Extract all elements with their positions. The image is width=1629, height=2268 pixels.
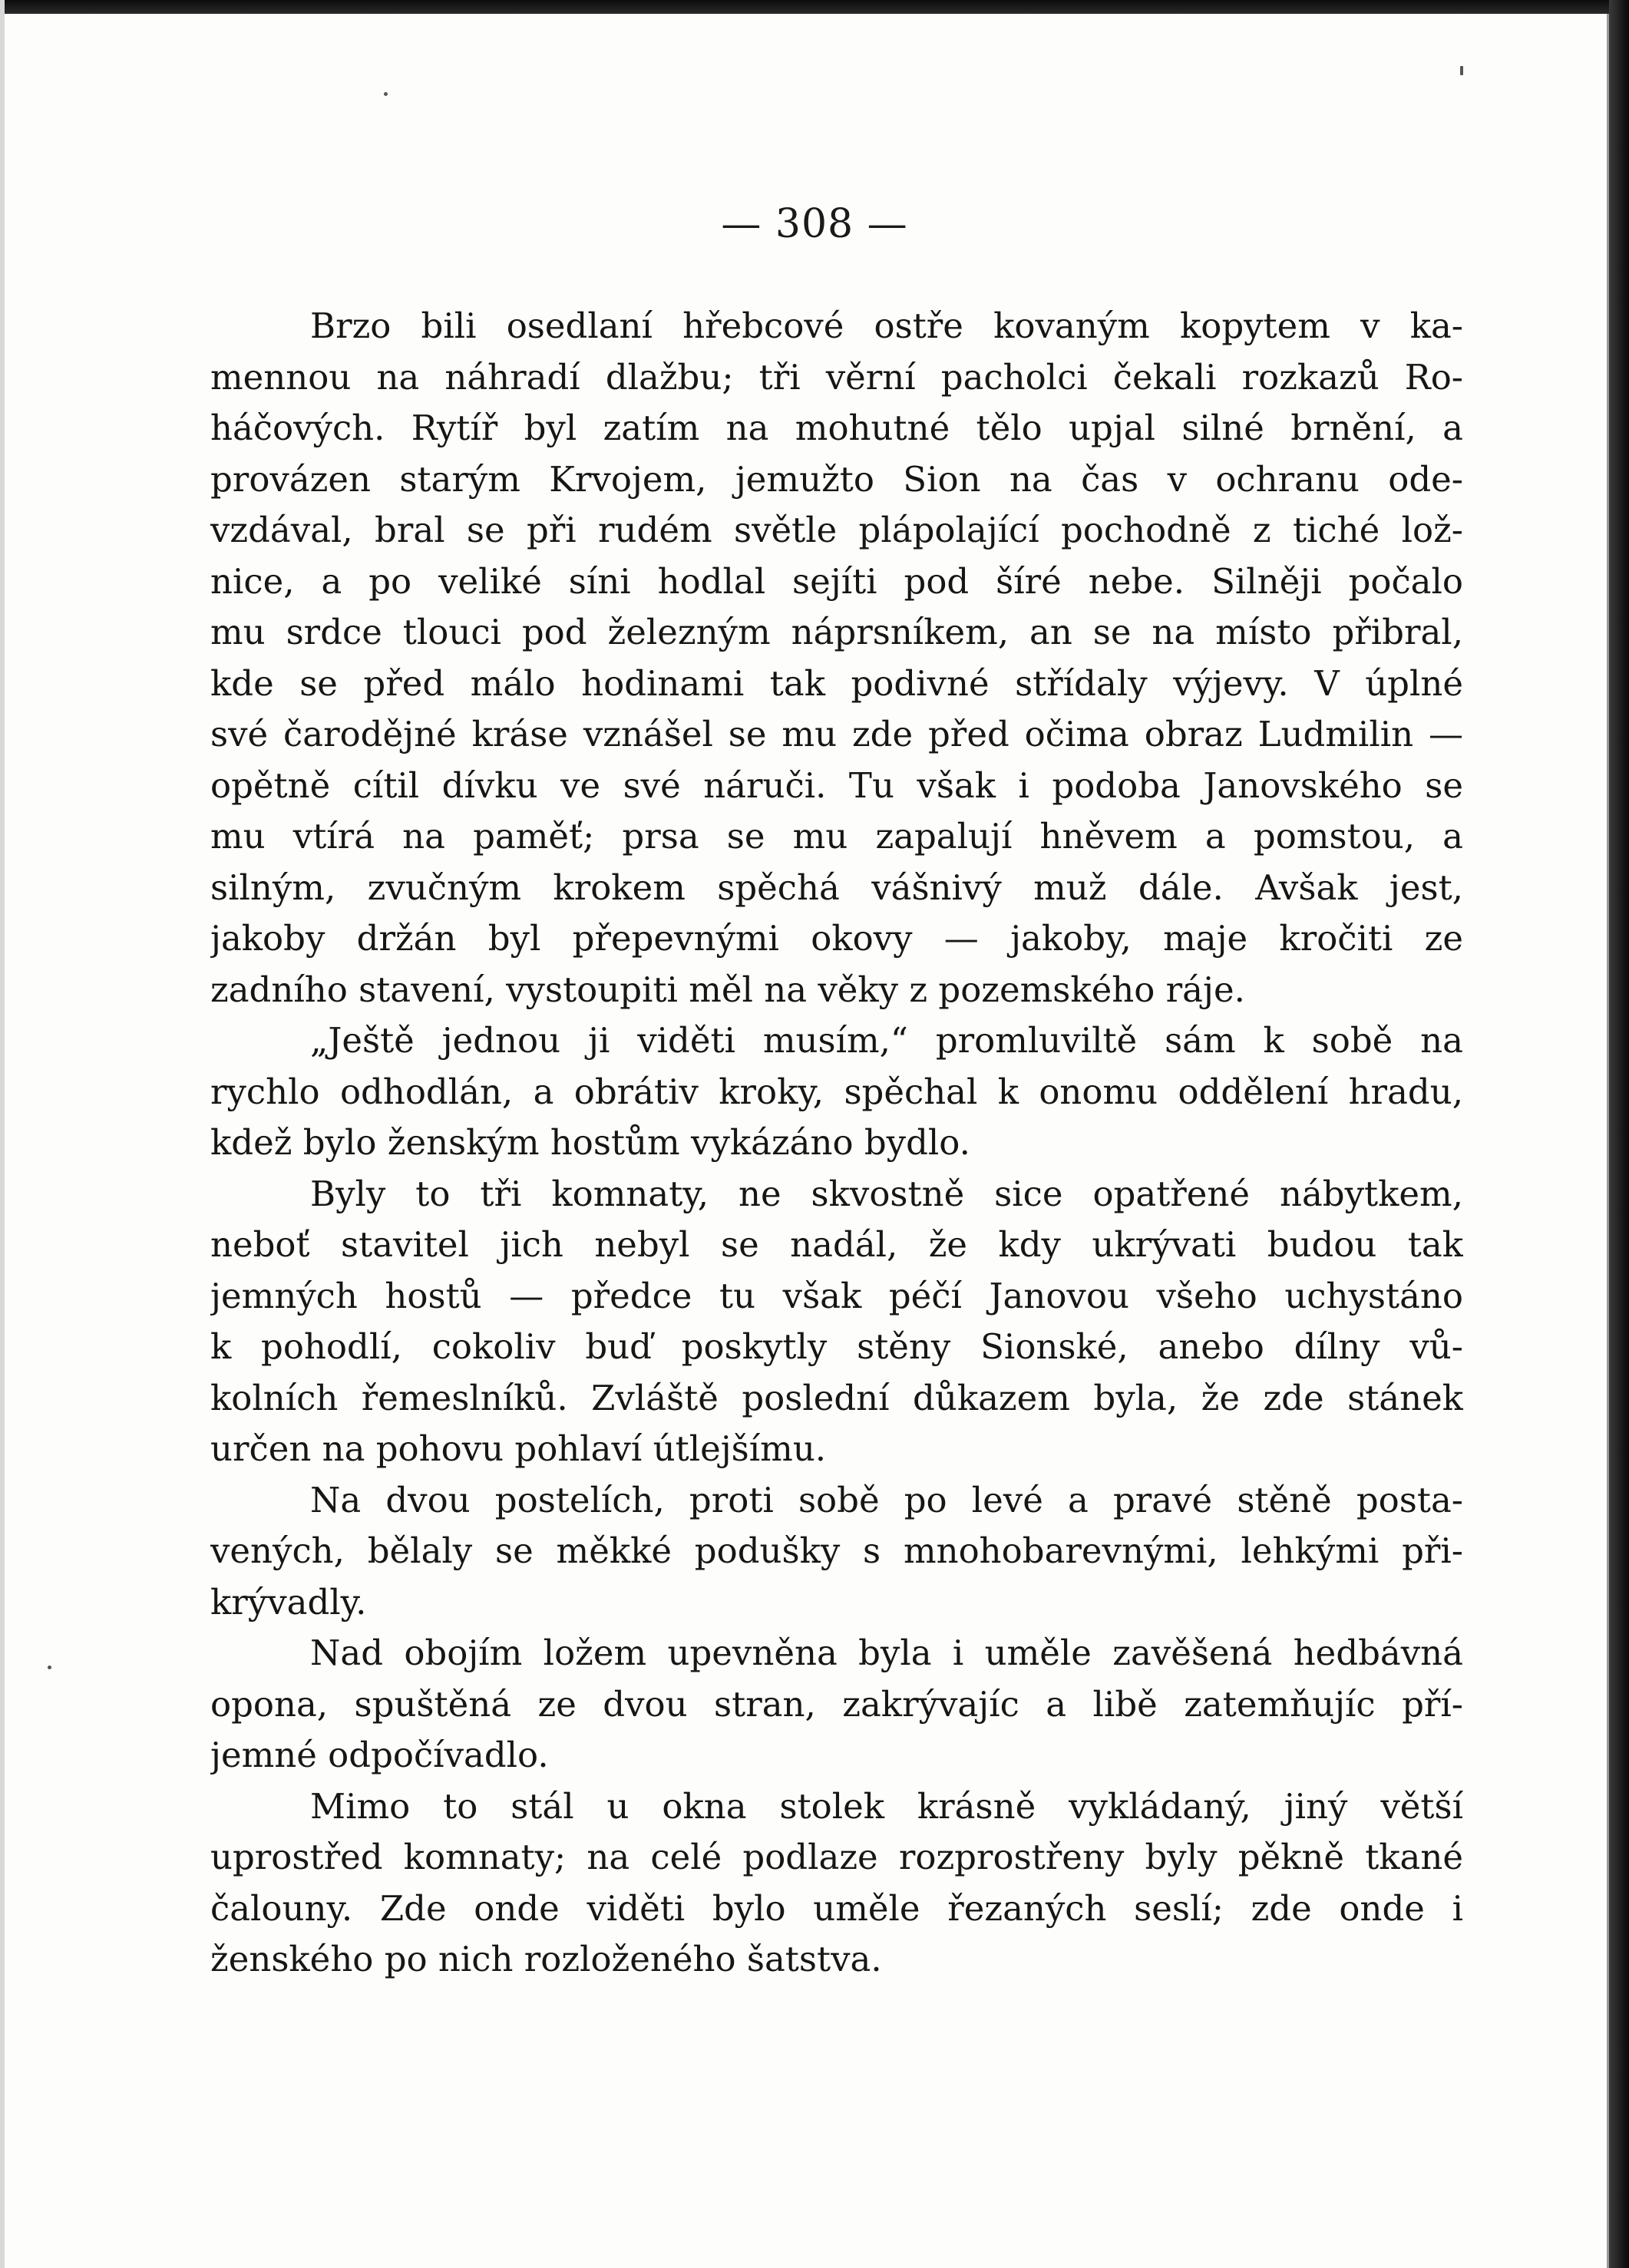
text-line: zadního stavení, vystoupiti měl na věky z pozemského ráje. xyxy=(210,969,1245,1010)
text-line: silným, zvučným krokem spěchá vášnivý muž dále. Avšak jest, xyxy=(210,867,1463,908)
text-line: jakoby držán byl přepevnými okovy — jakoby, maje kročiti ze xyxy=(210,918,1463,959)
scan-speck xyxy=(48,1666,51,1669)
text-line: Nad obojím ložem upevněna byla i uměle zavěšená hedbávná xyxy=(310,1632,1463,1673)
text-line: „Ještě jednou ji viděti musím,“ promluviltě sám k sobě na xyxy=(310,1020,1463,1061)
text-line: krývadly. xyxy=(210,1581,367,1623)
text-line: čalouny. Zde onde viděti bylo uměle řezaných seslí; zde onde i xyxy=(210,1887,1463,1929)
text-line: Brzo bili osedlaní hřebcové ostře kovaným kopytem v ka- xyxy=(310,305,1463,346)
scan-speck xyxy=(1460,66,1463,75)
text-line: mu srdce tlouci pod železným náprsníkem, an se na místo přibral, xyxy=(210,612,1463,652)
text-line: vzdával, bral se při rudém světle plápolající pochodně z tiché lož- xyxy=(210,510,1463,550)
text-line: kde se před málo hodinami tak podivné střídaly výjevy. V úplné xyxy=(210,662,1463,704)
text-line: Byly to tři komnaty, ne skvostně sice opatřené nábytkem, xyxy=(310,1173,1463,1214)
text-line: ženského po nich rozloženého šatstva. xyxy=(210,1939,882,1979)
text-line: jemných hostů — předce tu však péčí Janovou všeho uchystáno xyxy=(210,1275,1463,1316)
text-line: kolních řemeslníků. Zvláště poslední důkazem byla, že zde stánek xyxy=(210,1377,1463,1418)
text-line: Na dvou postelích, proti sobě po levé a pravé stěně posta- xyxy=(310,1479,1463,1520)
text-line: háčových. Rytíř byl zatím na mohutné tělo upjal silné brnění, a xyxy=(210,408,1463,448)
text-line: k pohodlí, cokoliv buď poskytly stěny Sionské, anebo dílny vů- xyxy=(210,1326,1463,1367)
text-line: mennou na náhradí dlažbu; tři věrní pacholci čekali rozkazů Ro- xyxy=(210,356,1463,398)
text-line: neboť stavitel jich nebyl se nadál, že kdy ukrývati budou tak xyxy=(210,1224,1463,1265)
page-number: — 308 — xyxy=(721,201,908,247)
text-line: kdež bylo ženským hostům vykázáno bydlo. xyxy=(210,1122,970,1163)
text-line: rychlo odhodlán, a obrátiv kroky, spěchal k onomu oddělení hradu, xyxy=(210,1071,1463,1112)
text-line: své čarodějné kráse vznášel se mu zde před očima obraz Ludmilin — xyxy=(210,714,1463,754)
text-line: jemné odpočívadlo. xyxy=(210,1735,549,1775)
scan-border-top xyxy=(0,0,1629,14)
text-line: nice, a po veliké síni hodlal sejíti pod šíré nebe. Silněji počalo xyxy=(210,560,1463,602)
text-line: mu vtírá na paměť; prsa se mu zapalují hněvem a pomstou, a xyxy=(210,816,1463,857)
text-line: určen na pohovu pohlaví útlejšímu. xyxy=(210,1428,827,1469)
body-text xyxy=(210,301,1463,1986)
text-line: uprostřed komnaty; na celé podlaze rozprostřeny byly pěkně tkané xyxy=(210,1837,1463,1877)
scan-border-right xyxy=(1609,0,1629,2268)
scan-border-left xyxy=(0,0,5,2268)
text-line: provázen starým Krvojem, jemužto Sion na čas v ochranu ode- xyxy=(210,458,1463,500)
text-line: opětně cítil dívku ve své náruči. Tu však i podoba Janovského se xyxy=(210,764,1463,806)
text-line: vených, bělaly se měkké podušky s mnohobarevnými, lehkými při- xyxy=(210,1530,1463,1571)
scan-speck xyxy=(384,92,388,96)
text-line: opona, spuštěná ze dvou stran, zakrývajíc a libě zatemňujíc pří- xyxy=(210,1683,1463,1725)
text-line: Mimo to stál u okna stolek krásně vykládaný, jiný větší xyxy=(310,1785,1463,1827)
